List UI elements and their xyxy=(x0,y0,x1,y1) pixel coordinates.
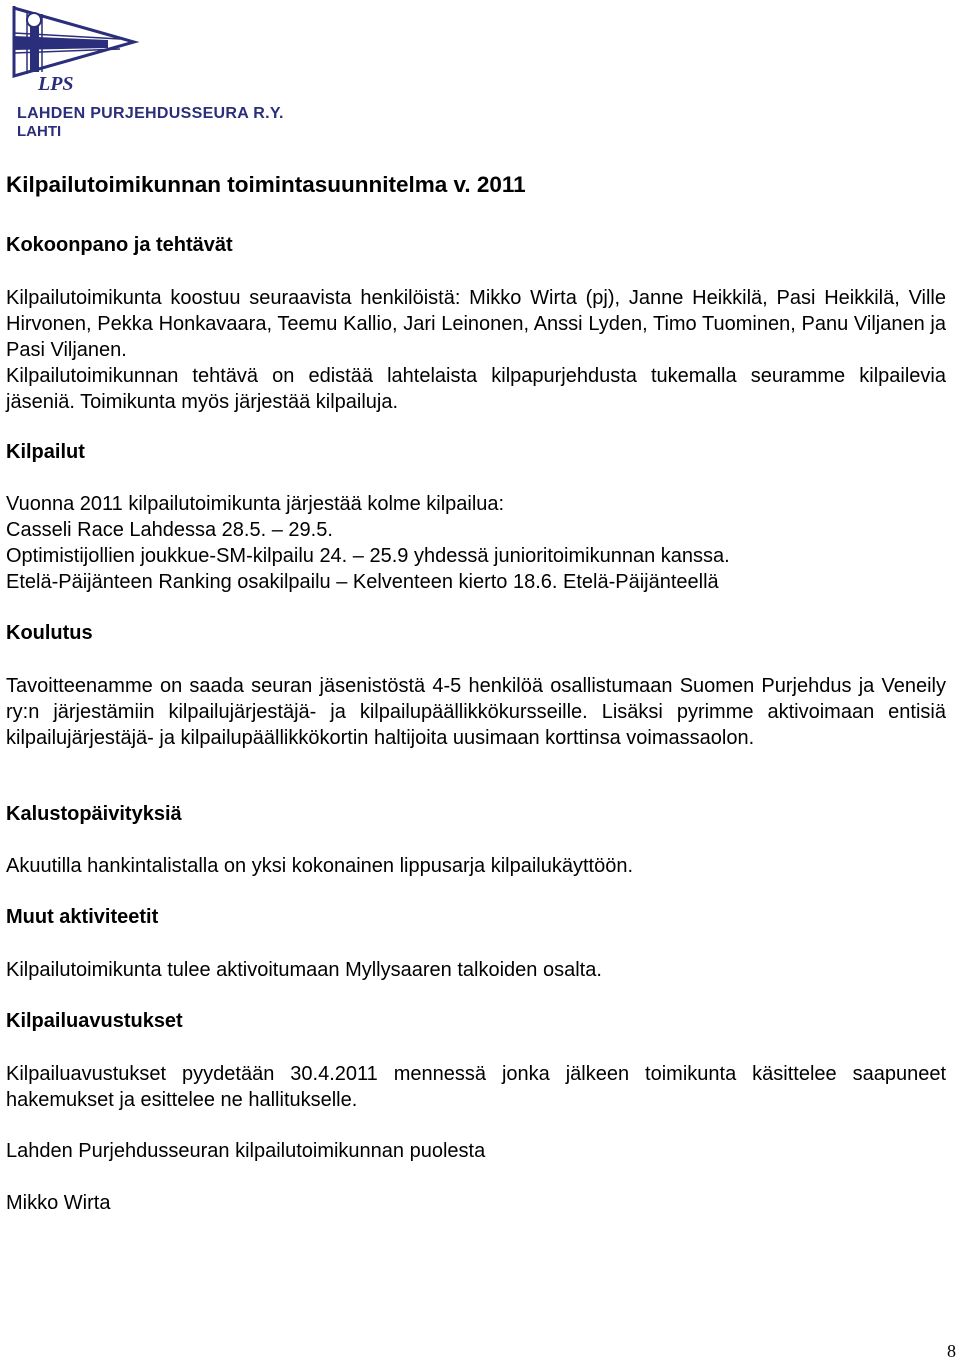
paragraph: Akuutilla hankintalistalla on yksi kokonainen lippusarja kilpailukäyttöön. xyxy=(6,855,634,877)
section-heading: Kalustopäivityksiä xyxy=(6,803,182,825)
paragraph: Kilpailutoimikunnan tehtävä on edistää lahtelaista kilpapurjehdusta tukemalla seuramme kilpailevia jäseniä. Toimikunta myös järjestää kilpailuja. xyxy=(6,365,946,413)
burgee-flag-icon xyxy=(8,2,268,107)
paragraph: Tavoitteenamme on saada seuran jäsenistöstä 4-5 henkilöä osallistumaan Suomen Purjehdus ja Veneily ry:n järjestämiin kilpailujärjestäjä- ja kilpailupäällikkökursseille. Lisäksi pyrimme aktivoimaan entisiä kilpailujärjestäjä- ja kilpailupäällikkökortin haltijoita uusimaan korttinsa voimassaolon. xyxy=(6,675,946,749)
section-heading: Kilpailuavustukset xyxy=(6,1010,183,1032)
section-heading: Kilpailut xyxy=(6,441,85,463)
signature: Mikko Wirta xyxy=(6,1192,111,1214)
page-number: 8 xyxy=(947,1341,956,1361)
paragraph: Kilpailuavustukset pyydetään 30.4.2011 mennessä jonka jälkeen toimikunta käsittelee saapuneet hakemukset ja esittelee ne hallitukselle. xyxy=(6,1063,946,1111)
section-heading: Muut aktiviteetit xyxy=(6,906,159,928)
paragraph: Kilpailutoimikunta tulee aktivoitumaan Myllysaaren talkoiden osalta. xyxy=(6,959,602,981)
list-line: Optimistijollien joukkue-SM-kilpailu 24. – 25.9 yhdessä junioritoimikunnan kanssa. xyxy=(6,545,730,567)
list-line: Etelä-Päijänteen Ranking osakilpailu – Kelventeen kierto 18.6. Etelä-Päijänteellä xyxy=(6,571,719,593)
list-line: Vuonna 2011 kilpailutoimikunta järjestää kolme kilpailua: xyxy=(6,493,505,515)
logo-initials: LPS xyxy=(38,73,74,95)
closing-line: Lahden Purjehdusseuran kilpailutoimikunnan puolesta xyxy=(6,1140,486,1162)
document-title: Kilpailutoimikunnan toimintasuunnitelma v. 2011 xyxy=(6,172,526,197)
section-heading: Kokoonpano ja tehtävät xyxy=(6,234,233,256)
paragraph: Kilpailutoimikunta koostuu seuraavista henkilöistä: Mikko Wirta (pj), Janne Heikkilä, Pasi Heikkilä, Ville Hirvonen, Pekka Honkavaara, Teemu Kallio, Jari Leinonen, Anssi Lyden, Timo Tuominen, Panu Viljanen ja Pasi Viljanen. xyxy=(6,287,946,361)
logo-club-name: LAHDEN PURJEHDUSSEURA R.Y. xyxy=(17,105,284,122)
section-heading: Koulutus xyxy=(6,622,93,644)
club-logo xyxy=(8,2,284,140)
list-line: Casseli Race Lahdessa 28.5. – 29.5. xyxy=(6,519,333,541)
logo-city: LAHTI xyxy=(17,123,62,140)
